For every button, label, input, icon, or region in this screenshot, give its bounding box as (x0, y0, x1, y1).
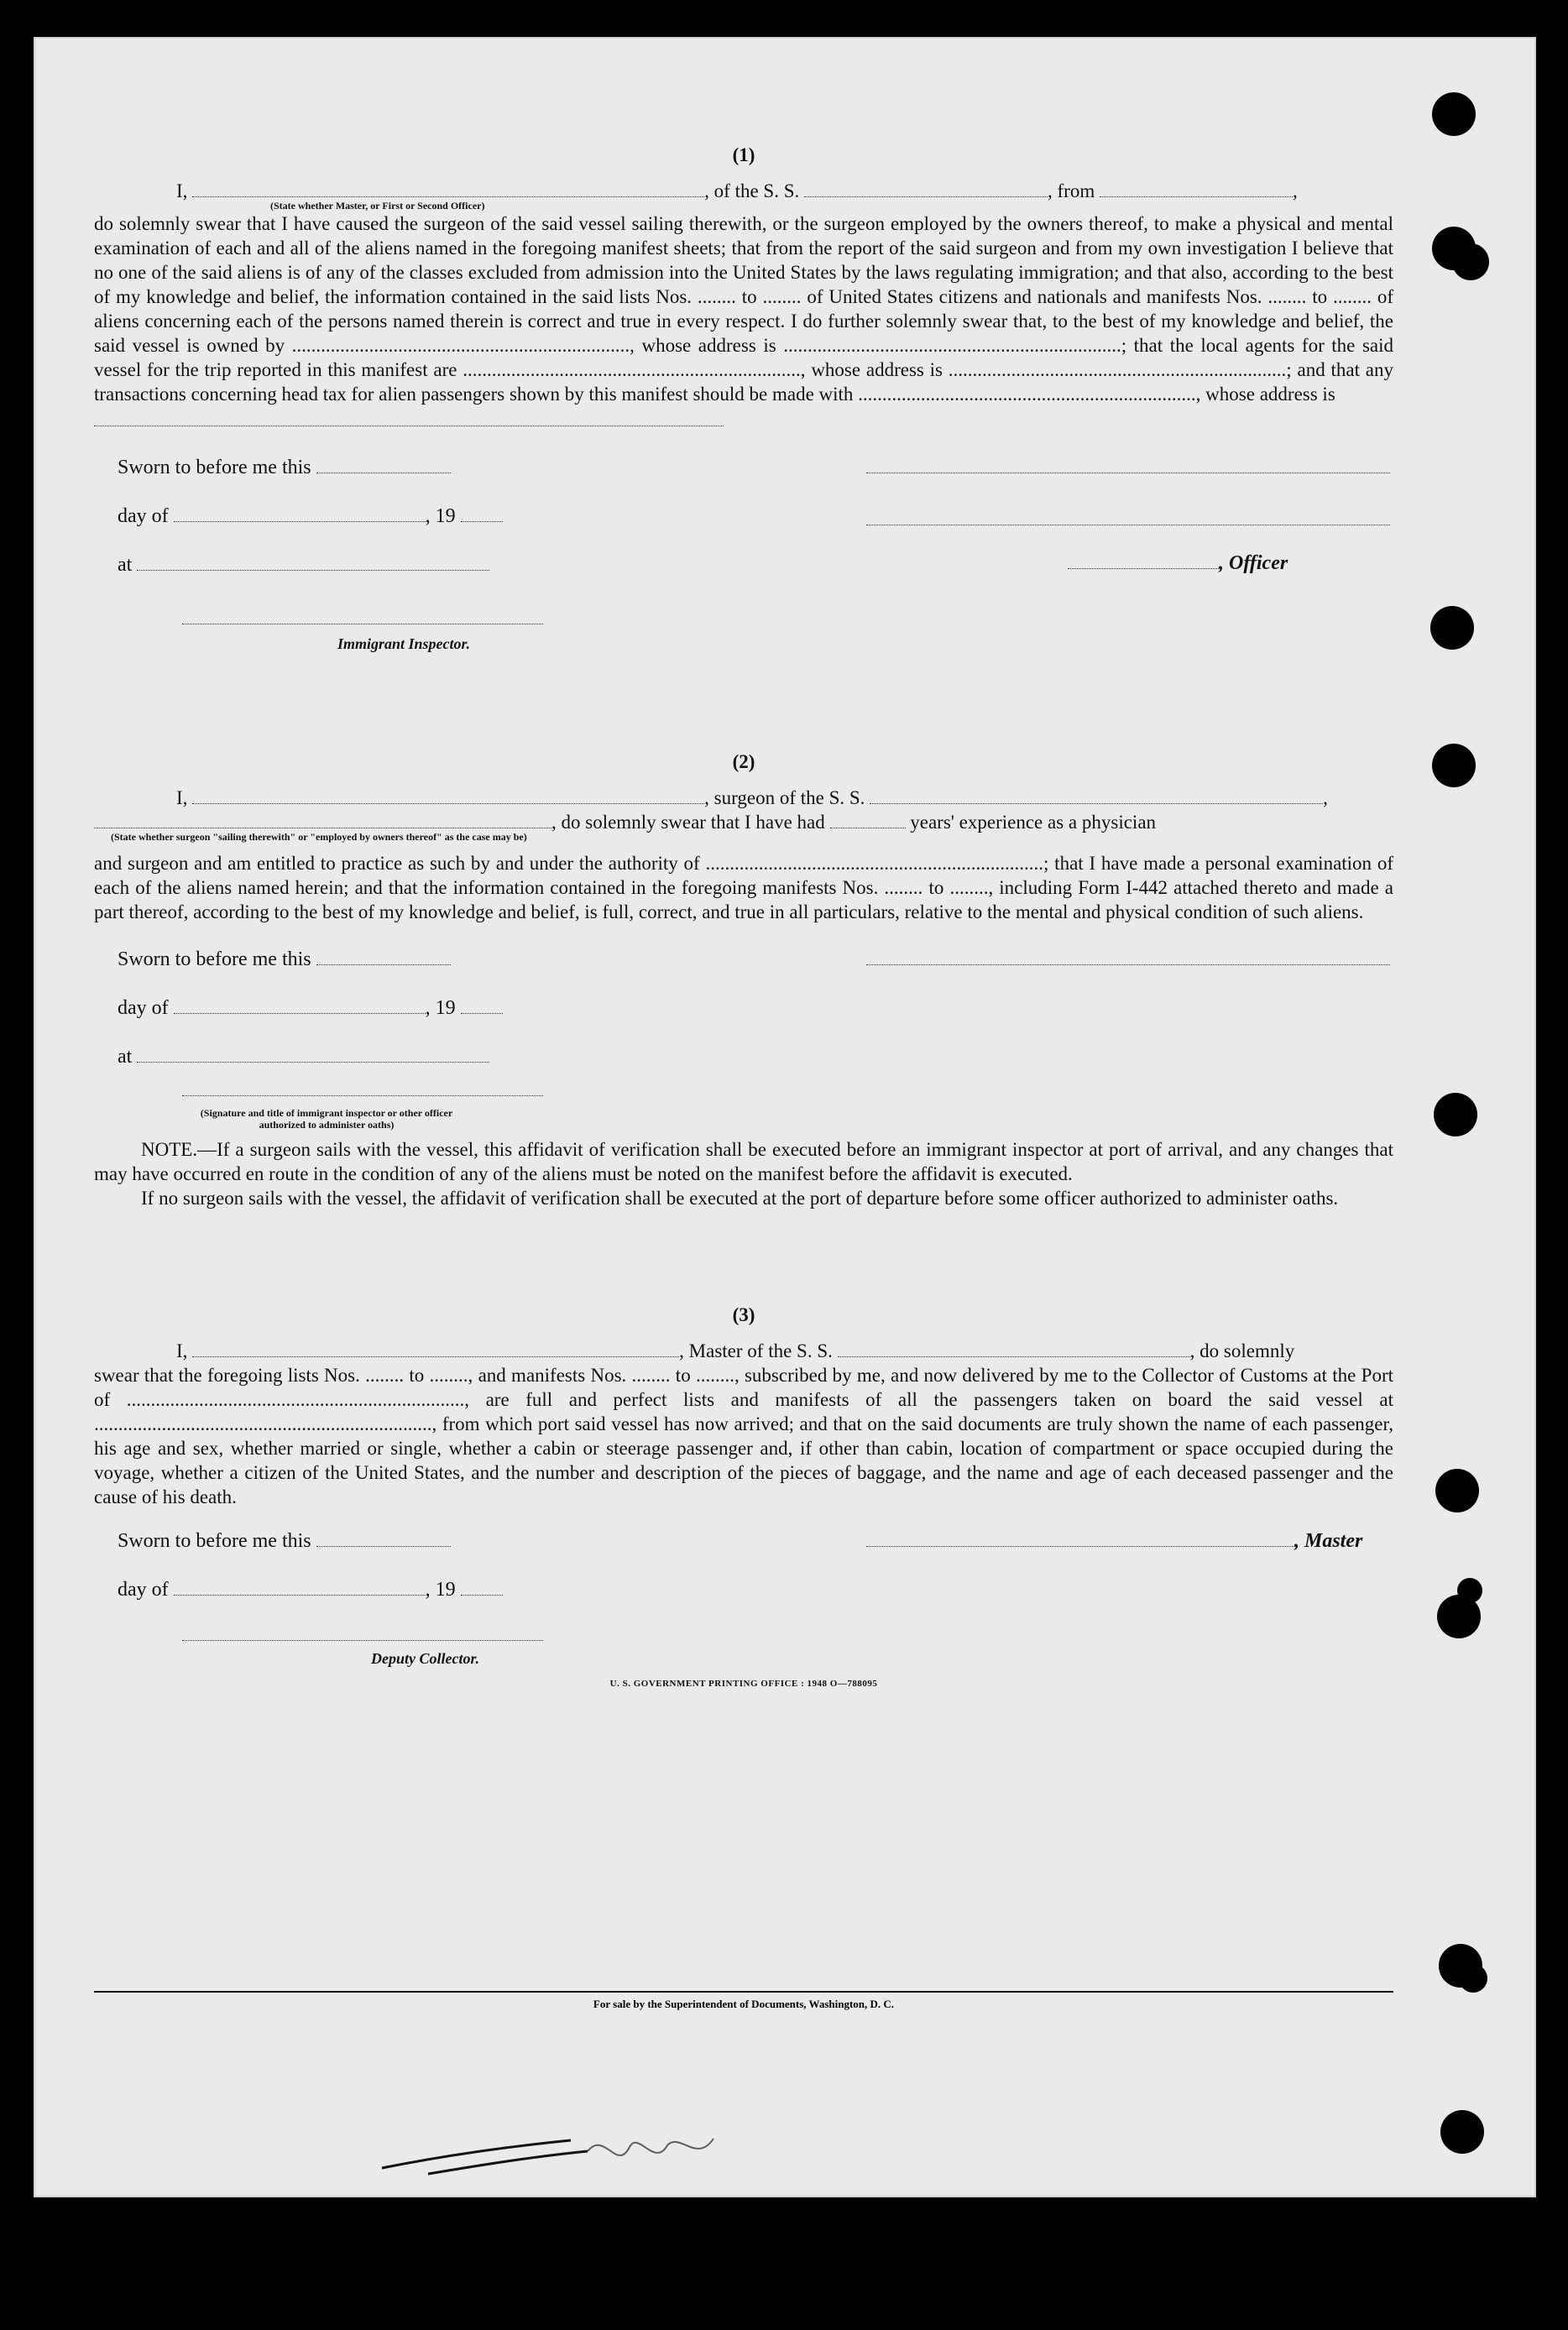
day-of-label: day of (118, 505, 169, 527)
officer-field[interactable] (1068, 553, 1219, 569)
master-caption: (State whether Master, or First or Second Officer) (270, 200, 485, 212)
day-of-label: day of (118, 997, 169, 1019)
sworn-day-field[interactable] (316, 949, 451, 965)
binder-hole (1459, 1964, 1487, 1993)
section-1-number: (1) (732, 144, 755, 165)
inspector-signature-line[interactable] (182, 1095, 543, 1096)
section-2-second-line: , do solemnly swear that I have had years' experience as a physician (94, 810, 1393, 834)
year-label: , 19 (425, 505, 456, 527)
oath-officer-caption: (Signature and title of immigrant inspector or other officer authorized to administer oaths) (200, 1107, 453, 1131)
month-field[interactable] (174, 1580, 426, 1596)
at-place-field[interactable] (137, 1047, 489, 1063)
witness-signature-line[interactable] (866, 964, 1390, 965)
head-tax-address-field[interactable] (94, 410, 724, 426)
at-label: at (118, 554, 133, 576)
for-sale-imprint: For sale by the Superintendent of Documents, Washington, D. C. (593, 1998, 895, 2010)
years-experience-field[interactable] (830, 812, 906, 828)
day-of-label: day of (118, 1579, 169, 1601)
sworn-label: Sworn to before me this (118, 948, 311, 970)
binder-hole (1432, 92, 1476, 136)
section-3-body: swear that the foregoing lists Nos. ........ to ........, and manifests Nos. ........ to ........, subscribed by me, and now delivered by me to the Collector of Customs at the Port of ......................................................................, are full and perfect lists and manifests of all the passengers taken on board the said vessel at ......................................................................, from which port said vessel has now arrived; and that on the said documents are truly shown the name of each passenger, his age and sex, whether married or single, whether a cabin or steerage passenger and, if other than cabin, location of compartment or space occupied during the voyage, whether a citizen of the United States, and the number and description of the pieces of baggage, and the name and age of each deceased passenger and the cause of his death. (94, 1365, 1393, 1507)
master-vessel-field[interactable] (838, 1341, 1190, 1357)
binder-hole (1432, 744, 1476, 787)
master-signature-field[interactable] (866, 1531, 1294, 1547)
section-2-first-line: I, , surgeon of the S. S. , (176, 787, 1328, 808)
binder-hole (1435, 1469, 1479, 1512)
from-port-field[interactable] (1100, 181, 1293, 197)
sworn-day-field[interactable] (316, 1531, 451, 1547)
surgeon-status-field[interactable] (94, 812, 551, 828)
sworn-label: Sworn to before me this (118, 1530, 311, 1552)
inspector-caption: Immigrant Inspector. (337, 635, 471, 652)
binder-hole (1452, 243, 1489, 280)
collector-signature-line[interactable] (182, 1640, 543, 1641)
master-name-field[interactable] (192, 181, 704, 197)
handwritten-mark (378, 2122, 730, 2189)
note-paragraph-2: If no surgeon sails with the vessel, the affidavit of verification shall be executed at the port of departure before some officer authorized to administer oaths. (141, 1188, 1339, 1209)
section-1-first-line: I, , of the S. S. , from , (176, 180, 1298, 201)
section-3-first-line: I, , Master of the S. S. , do solemnly (176, 1340, 1295, 1361)
master-label: , Master (1294, 1530, 1363, 1552)
sworn-day-field[interactable] (316, 457, 451, 473)
at-label: at (118, 1046, 133, 1068)
year-field[interactable] (461, 1580, 503, 1596)
section-2-number: (2) (732, 751, 755, 772)
footer-rule (94, 1991, 1393, 1993)
year-field[interactable] (461, 506, 503, 522)
year-label: , 19 (425, 1579, 456, 1601)
officer-label: , Officer (1219, 552, 1288, 574)
month-field[interactable] (174, 998, 426, 1014)
note-text: —If a surgeon sails with the vessel, this affidavit of verification shall be executed before an immigrant inspector at port of arrival, and any changes that may have occurred en route in the condition of any of the aliens must be noted on the manifest before the affidavit is executed. (94, 1139, 1393, 1184)
section-2-sworn-block (94, 939, 1393, 1107)
sworn-label: Sworn to before me this (118, 457, 311, 478)
binder-hole (1430, 606, 1474, 650)
section-2-body: and surgeon and am entitled to practice as such by and under the authority of ......................................................................; that I have made a personal examination of each of the aliens named herein; and that the information contained in the foregoing manifests Nos. ........ to ........, including Form I-442 attached thereto and made a part thereof, according to the best of my knowledge and belief, is full, correct, and true in all particulars, relative to the mental and physical condition of such aliens. (94, 853, 1393, 922)
binder-hole (1434, 1093, 1477, 1136)
master-name-field[interactable] (192, 1341, 679, 1357)
surgeon-name-field[interactable] (192, 788, 704, 804)
section-3-sworn-block (94, 1524, 1393, 1667)
month-field[interactable] (174, 506, 426, 522)
surgeon-vessel-field[interactable] (870, 788, 1323, 804)
printing-office-imprint: U. S. GOVERNMENT PRINTING OFFICE : 1948 O—788095 (609, 1679, 878, 1689)
collector-caption: Deputy Collector. (371, 1650, 479, 1667)
section-1-body: do solemnly swear that I have caused the surgeon of the said vessel sailing therewith, or the surgeon employed by the owners thereof, to make a physical and mental examination of each and all of the aliens named in the foregoing manifest sheets; that from the report of the said surgeon and from my own investigation I believe that no one of the said aliens is of any of the classes excluded from admission into the United States by the laws regulating immigration; and that also, according to the best of my knowledge and belief, the information contained in the said lists Nos. ........ to ........ of United States citizens and nationals and manifests Nos. ........ to ........ of aliens concerning each of the persons named therein is correct and true in every respect. I do further solemnly swear that, to the best of my knowledge and belief, the said vessel is owned by ......................................................................, whose address is ......................................................................; that the local agents for the said vessel for the trip reported in this manifest are ......................................................................, whose address is ......................................................................; and that any transactions concerning head tax for alien passengers shown by this manifest should be made with ......................................................................, whose address is (94, 213, 1393, 405)
section-1-sworn-block (94, 447, 1393, 652)
year-field[interactable] (461, 998, 503, 1014)
surgeon-caption: (State whether surgeon "sailing therewith" or "employed by owners thereof" as the case may be) (111, 831, 527, 843)
affidavit-content (94, 109, 1393, 1696)
vessel-name-field[interactable] (804, 181, 1048, 197)
at-place-field[interactable] (137, 555, 489, 571)
note-label: NOTE. (141, 1139, 198, 1160)
binder-hole (1440, 2110, 1484, 2154)
binder-hole (1457, 1578, 1482, 1603)
section-3-number: (3) (732, 1304, 755, 1325)
year-label: , 19 (425, 997, 456, 1019)
note-paragraph (94, 1137, 1393, 1186)
